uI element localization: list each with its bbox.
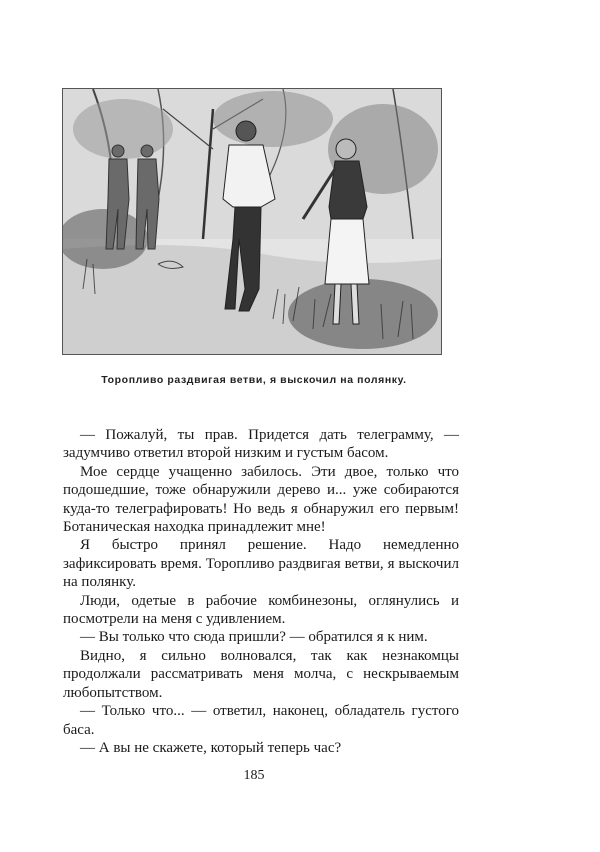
paragraph: Я быстро принял решение. Надо немедленно зафиксировать время. Торопливо раздвигая ветви, я выскочил на полянку. (63, 537, 459, 591)
page-number: 185 (243, 768, 265, 783)
paragraph: — Только что... — ответил, наконец, обладатель густого баса. (63, 703, 459, 738)
paragraph: Мое сердце учащенно забилось. Эти двое, только что подошедшие, тоже обнаружили дерево и... уже собираются куда-то телеграфировать! Но ведь я обнаружил его первым! Ботаническая находка принадлежит мне! (63, 463, 459, 536)
paragraph: Видно, я сильно волновался, так как незнакомцы продолжали рассматривать меня молча, с нескрываемым любопытством. (63, 647, 459, 701)
body-text (63, 426, 459, 757)
paragraph: Люди, одетые в рабочие комбинезоны, оглянулись и посмотрели на меня с удивлением. (63, 592, 459, 628)
paragraph: — Вы только что сюда пришли? — обратился я к ним. (80, 629, 428, 646)
illustration-drawing (63, 89, 441, 354)
illustration (62, 88, 442, 355)
paragraph: — А вы не скажете, который теперь час? (80, 739, 342, 756)
figure-caption: Торопливо раздвигая ветви, я выскочил на полянку. (101, 374, 407, 386)
paragraph: — Пожалуй, ты прав. Придется дать телеграмму, — задумчиво ответил второй низким и густым басом. (63, 427, 459, 462)
